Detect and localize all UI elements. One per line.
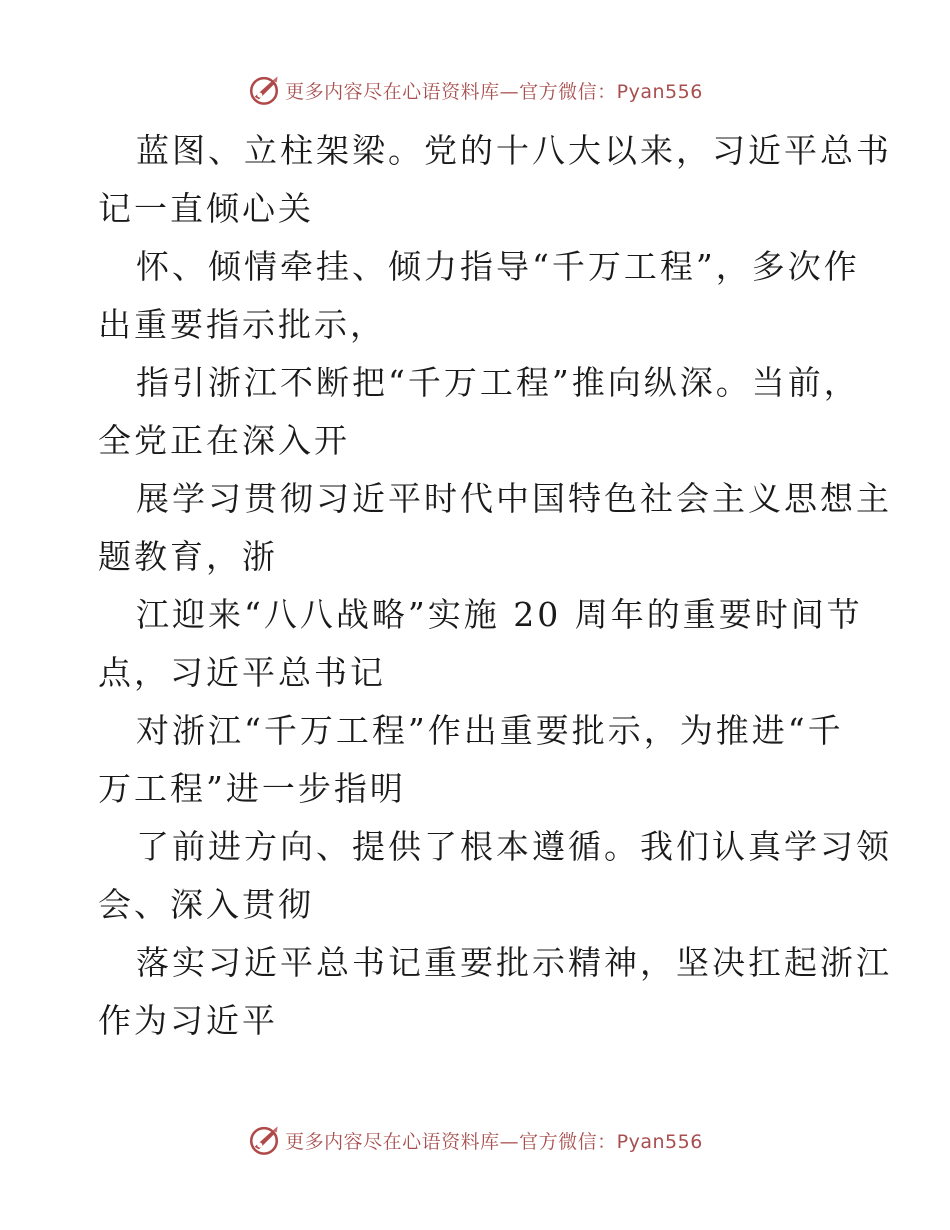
footer-watermark — [0, 1122, 950, 1158]
watermark-wechat-text: 官方微信：Pyan556 — [519, 80, 703, 103]
quill-logo-icon — [247, 1123, 281, 1157]
watermark-dash: — — [499, 1130, 520, 1153]
text-line: 点，习近平总书记 — [98, 653, 386, 692]
text-line: 全党正在深入开 — [98, 421, 350, 460]
text-line: 指引浙江不断把“千万工程”推向纵深。当前， — [136, 363, 860, 402]
text-line: 题教育，浙 — [98, 537, 278, 576]
text-line: 蓝图、立柱架梁。党的十八大以来，习近平总书 — [136, 131, 892, 170]
watermark-main-text: 更多内容尽在心语资料库 — [285, 80, 500, 103]
watermark-wechat-text: 官方微信：Pyan556 — [519, 1130, 703, 1153]
quill-logo-icon — [247, 73, 281, 107]
text-line: 万工程”进一步指明 — [98, 769, 406, 808]
document-body — [98, 122, 892, 1050]
text-line: 对浙江“千万工程”作出重要批示，为推进“千 — [136, 711, 844, 750]
text-line: 落实习近平总书记重要批示精神，坚决扛起浙江 — [136, 943, 892, 982]
header-watermark — [0, 72, 950, 108]
text-line: 出重要指示批示， — [98, 305, 386, 344]
text-line: 展学习贯彻习近平时代中国特色社会主义思想主 — [136, 479, 892, 518]
text-line: 会、深入贯彻 — [98, 885, 314, 924]
text-line: 江迎来“八八战略”实施 20 周年的重要时间节 — [136, 595, 863, 634]
watermark-dash: — — [499, 80, 520, 103]
text-line: 记一直倾心关 — [98, 189, 314, 228]
watermark-main-text: 更多内容尽在心语资料库 — [285, 1130, 500, 1153]
text-line: 了前进方向、提供了根本遵循。我们认真学习领 — [136, 827, 892, 866]
text-line: 作为习近平 — [98, 1001, 278, 1040]
text-line: 怀、倾情牵挂、倾力指导“千万工程”，多次作 — [136, 247, 860, 286]
